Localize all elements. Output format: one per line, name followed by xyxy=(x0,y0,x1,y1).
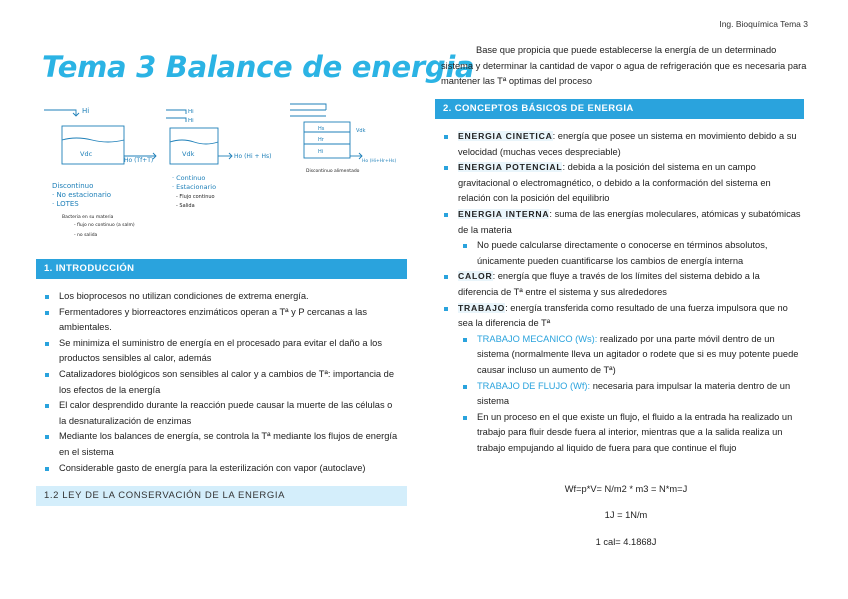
intro-paragraph: Base que propicia que puede establecerse la energía de un determinado sistema y determinar la cantidad de vapor o agua de refrigeración que es necesaria para mantener las Tª optimas del proceso xyxy=(441,45,807,87)
list-item: ENERGIA POTENCIAL: debida a la posición del sistema en un campo gravitacional o electromagnético, o debido a la conformación del sistema en relación con la posición del equilibrio xyxy=(441,160,801,207)
svg-text:· No estacionario: · No estacionario xyxy=(52,191,112,199)
bullet-square-icon xyxy=(463,338,467,342)
formula-trabajo-flujo: Wf=p*V= N/m2 * m3 = N*m=J xyxy=(564,484,688,494)
svg-text:- Flujo continuo: - Flujo continuo xyxy=(176,194,215,200)
bullet-square-icon xyxy=(45,467,49,471)
bullet-square-icon xyxy=(444,213,448,217)
formula-joule: 1J = 1N/m xyxy=(604,510,648,520)
list-item: TRABAJO MECANICO (Ws): realizado por una parte móvil dentro de un sistema (normalmente lleva un agitador o rodete que si es muy potente puede causar incluso un aumento de Tª) xyxy=(441,332,801,379)
list-item: TRABAJO DE FLUJO (Wf): necesaria para impulsar la materia dentro de un sistema xyxy=(441,379,801,410)
list-item: Fermentadores y biorreactores enzimáticos operan a Tª y P cercanas a las ambientales. xyxy=(42,305,402,336)
bullet-square-icon xyxy=(444,135,448,139)
svg-text:- no salida: - no salida xyxy=(74,233,98,238)
list-item: ENERGIA INTERNA: suma de las energías moleculares, atómicas y subatómicas de la materia xyxy=(441,207,801,238)
bullet-square-icon xyxy=(444,275,448,279)
section-ley-conservacion: 1.2 LEY DE LA CONSERVACIÓN DE LA ENERGIA xyxy=(36,486,407,506)
list-item: Se minimiza el suministro de energía en el procesado para evitar el daño a los productos sensibles al calor, además xyxy=(42,336,402,367)
reactor-diagram-continuo xyxy=(166,109,271,209)
list-item: Los bioprocesos no utilizan condiciones de extrema energía. xyxy=(42,289,402,305)
list-item: ENERGIA CINETICA: energía que posee un sistema en movimiento debido a su velocidad (muchas veces despreciable) xyxy=(441,129,801,160)
svg-text:Hi: Hi xyxy=(318,149,324,155)
svg-text:Hi: Hi xyxy=(188,109,194,115)
svg-text:Hi: Hi xyxy=(82,107,90,115)
bullet-square-icon xyxy=(45,342,49,346)
svg-text:Ho (Hi+Hr+Hs): Ho (Hi+Hr+Hs) xyxy=(362,159,397,164)
list-item: Mediante los balances de energía, se controla la Tª mediante los flujos de energía en el sistema xyxy=(42,429,402,460)
concepts-bullet-list xyxy=(441,129,801,456)
list-item: Considerable gasto de energía para la esterilización con vapor (autoclave) xyxy=(42,461,402,477)
bullet-square-icon xyxy=(45,311,49,315)
bullet-square-icon xyxy=(45,435,49,439)
svg-text:Ho (Tf+T): Ho (Tf+T) xyxy=(124,157,154,164)
list-item: TRABAJO: energía transferida como resultado de una fuerza impulsora que no sea la diferencia de Tª xyxy=(441,301,801,332)
bullet-square-icon xyxy=(45,373,49,377)
reactor-sketch xyxy=(36,98,416,248)
svg-text:Ho (Hi + Hs): Ho (Hi + Hs) xyxy=(234,153,272,160)
bullet-square-icon xyxy=(444,166,448,170)
bullet-square-icon xyxy=(463,244,467,248)
course-header: Ing. Bioquímica Tema 3 xyxy=(719,19,808,29)
svg-text:· Estacionario: · Estacionario xyxy=(172,183,217,191)
reactor-diagram-alimentado xyxy=(290,104,396,174)
svg-text:· LOTES: · LOTES xyxy=(52,200,79,208)
svg-text:Vdk: Vdk xyxy=(182,150,195,158)
svg-text:Vdk: Vdk xyxy=(356,128,366,134)
bullet-square-icon xyxy=(463,416,467,420)
svg-text:Discontinuo: Discontinuo xyxy=(52,182,94,190)
svg-text:Bacteria en su materia: Bacteria en su materia xyxy=(62,215,114,220)
page-title: Tema 3 Balance de energia xyxy=(42,50,475,84)
section-conceptos-basicos: 2. CONCEPTOS BÁSICOS DE ENERGIA xyxy=(435,99,804,119)
svg-text:- flujo no continuo (a salm): - flujo no continuo (a salm) xyxy=(74,223,135,228)
formula-caloria: 1 cal= 4.1868J xyxy=(595,537,657,547)
bullet-square-icon xyxy=(45,295,49,299)
svg-text:Hs: Hs xyxy=(318,126,325,132)
svg-text:Discontinuo alimentado: Discontinuo alimentado xyxy=(306,169,360,174)
svg-text:Vdc: Vdc xyxy=(80,150,93,158)
svg-text:Hi: Hi xyxy=(188,118,194,124)
bullet-square-icon xyxy=(463,385,467,389)
list-item: En un proceso en el que existe un flujo, el fluido a la entrada ha realizado un trabajo para fluir desde fuera al interior, mientras que a la salida realiza un trabajo empujando al liquido de fuera para que continue el flujo xyxy=(441,410,801,457)
intro-bullet-list xyxy=(42,289,402,476)
bullet-square-icon xyxy=(444,307,448,311)
svg-text:· Continuo: · Continuo xyxy=(172,174,206,182)
svg-text:Hr: Hr xyxy=(318,137,324,143)
section-introduccion: 1. INTRODUCCIÓN xyxy=(36,259,407,279)
list-item: El calor desprendido durante la reacción puede causar la muerte de las células o la desnaturalización de enzimas xyxy=(42,398,402,429)
bullet-square-icon xyxy=(45,404,49,408)
list-item: Catalizadores biológicos son sensibles al calor y a cambios de Tª: importancia de los efectos de la energía xyxy=(42,367,402,398)
list-item: CALOR: energía que fluye a través de los límites del sistema debido a la diferencia de Tª entre el sistema y sus alrededores xyxy=(441,269,801,300)
list-item: No puede calcularse directamente o conocerse en términos absolutos, únicamente pueden cuantificarse los cambios de energía interna xyxy=(441,238,801,269)
svg-text:- Salida: - Salida xyxy=(176,203,195,209)
reactor-diagram-discontinuo xyxy=(44,107,156,238)
